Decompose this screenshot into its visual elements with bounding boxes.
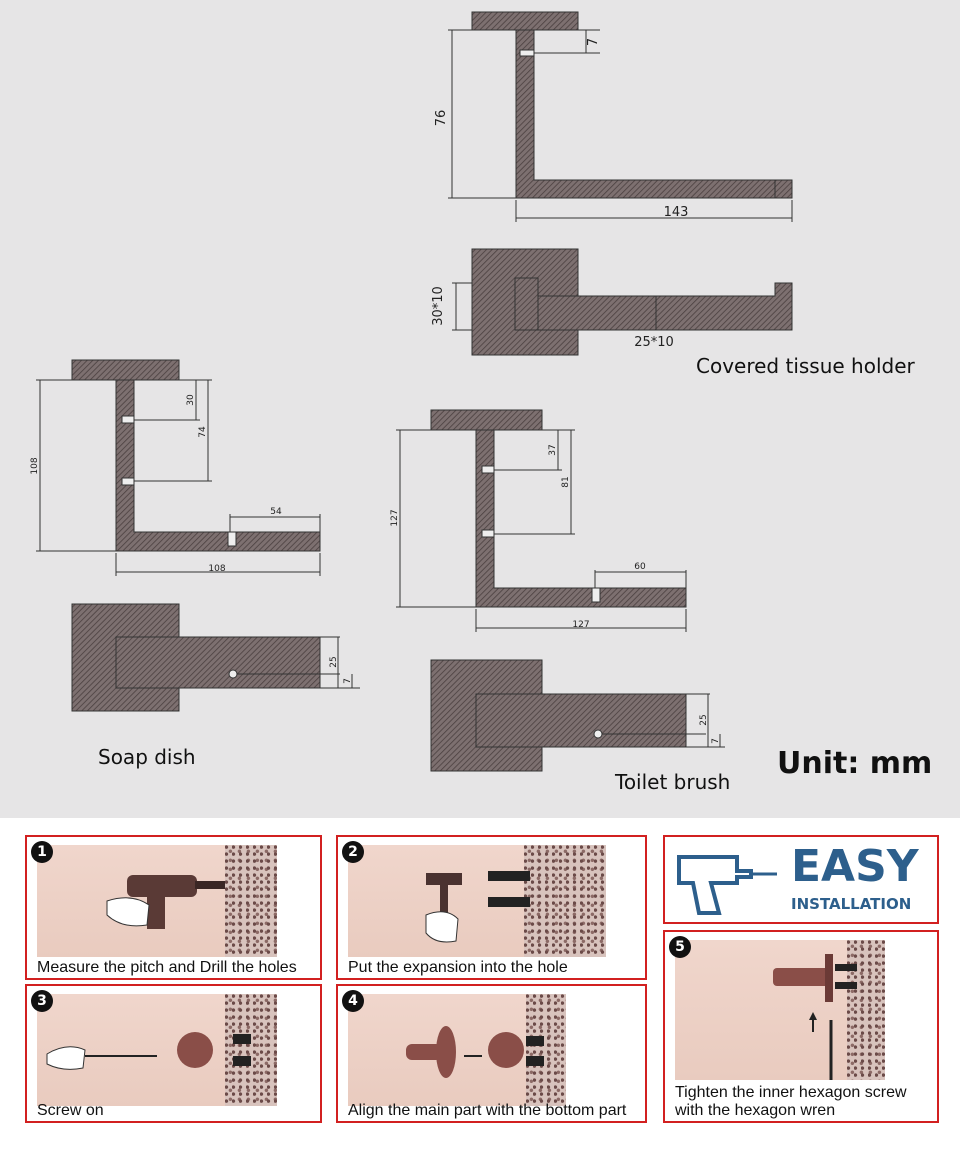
- step-panel: [336, 835, 647, 980]
- soap-dish-side-view: [36, 360, 320, 576]
- step-illustration: [675, 940, 885, 1080]
- easy-installation-badge: [663, 835, 939, 924]
- product-name: Toilet brush: [615, 770, 731, 794]
- step-caption: Screw on: [37, 1102, 104, 1119]
- toilet-brush-side-view: [396, 410, 686, 632]
- soap-dish-top-view: [72, 604, 360, 711]
- hex-wrench-icon: [675, 940, 885, 1080]
- step-caption: Align the main part with the bottom part: [348, 1102, 627, 1119]
- tissue-holder-side-view: [448, 12, 792, 222]
- unit-label: Unit: mm: [777, 746, 933, 781]
- dim-label: 54: [270, 507, 282, 517]
- mounting-parts-icon: [348, 994, 566, 1106]
- step-panel: [25, 984, 322, 1123]
- easy-subtitle: INSTALLATION: [791, 895, 912, 913]
- step-caption: Put the expansion into the hole: [348, 959, 568, 976]
- drill-icon: [37, 845, 277, 957]
- screwdriver-icon: [37, 994, 277, 1106]
- dim-label: 7: [586, 37, 601, 47]
- dim-label: 127: [390, 509, 400, 527]
- toilet-brush-top-view: [431, 660, 725, 771]
- dim-label: 76: [434, 109, 449, 127]
- step-panel: [663, 930, 939, 1123]
- step-number: 3: [31, 990, 53, 1012]
- step-illustration: [37, 994, 277, 1106]
- dim-label: 108: [208, 564, 226, 574]
- dim-label: 30*10: [431, 286, 446, 326]
- step-panel: [336, 984, 647, 1123]
- dim-label: 37: [548, 444, 558, 456]
- step-illustration: [348, 845, 606, 957]
- dim-label: 108: [30, 457, 40, 475]
- easy-title: EASY: [791, 841, 919, 892]
- dim-label: 25: [329, 656, 339, 668]
- step-number: 2: [342, 841, 364, 863]
- step-illustration: [37, 845, 277, 957]
- hammer-icon: [348, 845, 606, 957]
- dim-label: 81: [561, 476, 571, 488]
- step-number: 1: [31, 841, 53, 863]
- dim-label: 127: [572, 620, 590, 630]
- dim-label: 60: [634, 562, 646, 572]
- step-number: 4: [342, 990, 364, 1012]
- dim-label: 143: [663, 205, 689, 220]
- drill-icon: [673, 847, 783, 917]
- step-number: 5: [669, 936, 691, 958]
- dim-label: 74: [198, 426, 208, 438]
- dim-label: 25*10: [634, 335, 674, 350]
- step-caption: Measure the pitch and Drill the holes: [37, 959, 297, 976]
- dim-label: 7: [711, 738, 721, 744]
- dim-label: 25: [699, 714, 709, 726]
- dim-label: 30: [186, 394, 196, 406]
- dim-label: 7: [343, 678, 353, 684]
- product-name: Covered tissue holder: [696, 354, 915, 378]
- step-panel: [25, 835, 322, 980]
- step-illustration: [348, 994, 566, 1106]
- product-name: Soap dish: [98, 745, 196, 769]
- step-caption: Tighten the inner hexagon screw with the hexagon wren: [675, 1084, 907, 1119]
- tissue-holder-top-view: [452, 249, 792, 355]
